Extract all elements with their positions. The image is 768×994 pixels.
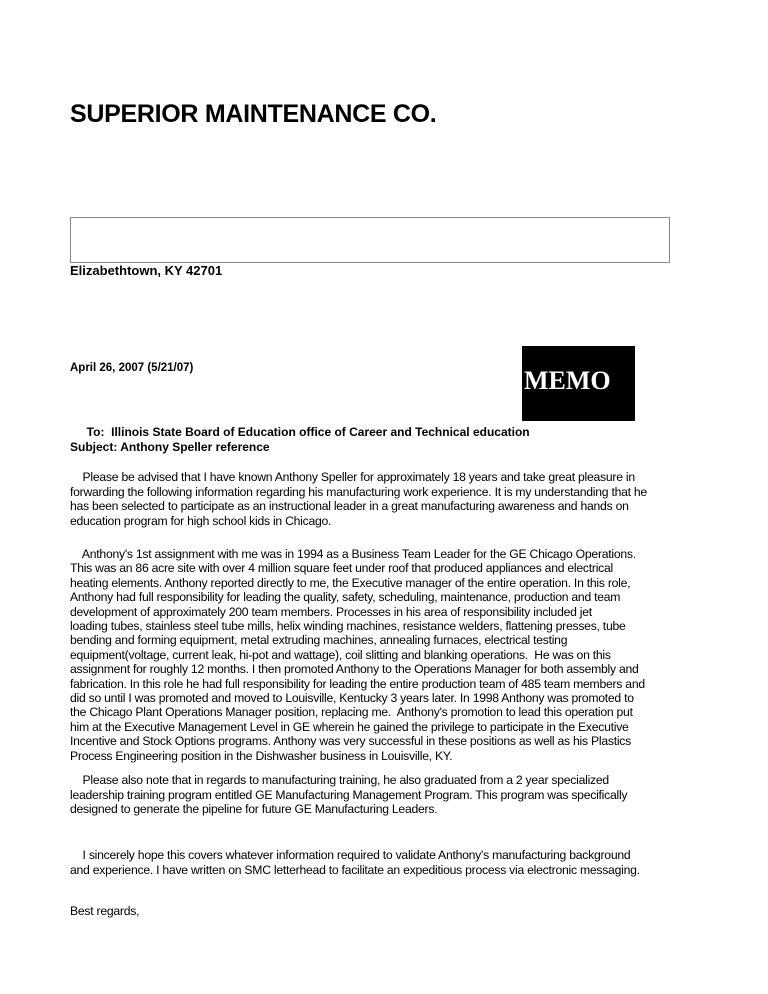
paragraph-line: loading tubes, stainless steel tube mills, helix winding machines, resistance welders, flattening presses, tube [70,619,626,634]
memo-date: April 26, 2007 (5/21/07) [70,362,194,374]
paragraph-line: Best regards, [70,904,140,918]
company-city: Elizabethtown, KY 42701 [70,263,223,278]
paragraph-line: leadership training program entitled GE Manufacturing Management Program. This program was specifically [70,787,628,802]
paragraph-line: Please be advised that I have known Anthony Speller for approximately 18 years and take great pleasure in [70,470,635,484]
paragraph-line: Please also note that in regards to manufacturing training, he also graduated from a 2 year specialized [70,773,609,787]
paragraph-line: Anthony had full responsibility for leading the quality, safety, scheduling, maintenance, production and team [70,590,621,605]
paragraph-line: did so until I was promoted and moved to Louisville, Kentucky 3 years later. In 1998 Anthony was promoted to [70,691,634,706]
paragraph-line: forwarding the following information regarding his manufacturing work experience. It is my understanding that he [70,484,647,499]
paragraph-line: him at the Executive Management Level in GE wherein he gained the privilege to participate in the Executive [70,719,629,734]
paragraph-line: equipment(voltage, current leak, hi-pot and wattage), coil slitting and blanking operations. He was on this [70,647,611,662]
paragraph-line: Anthony's 1st assignment with me was in 1994 as a Business Team Leader for the GE Chicago Operations. [70,547,636,561]
paragraph-closing [70,848,640,877]
paragraph-line: I sincerely hope this covers whatever information required to validate Anthony's manufacturing background [70,848,631,862]
paragraph-line: the Chicago Plant Operations Manager position, replacing me. Anthony's promotion to lead this operation put [70,705,633,720]
paragraph-line: and experience. I have written on SMC letterhead to facilitate an expeditious process via electronic messaging. [70,862,640,877]
paragraph-intro [70,470,647,528]
memo-subject-line: Subject: Anthony Speller reference [70,440,270,454]
paragraph-line: education program for high school kids in Chicago. [70,513,332,528]
memo-label-block: MEMO [522,346,635,421]
memo-to-line: To: Illinois State Board of Education office of Career and Technical education [70,425,530,439]
company-name-heading: SUPERIOR MAINTENANCE CO. [70,100,437,128]
paragraph-line: fabrication. In this role he had full responsibility for leading the entire production team of 485 team members and [70,676,645,691]
paragraph-line: Process Engineering position in the Dishwasher business in Louisville, KY. [70,748,453,763]
paragraph-training [70,773,627,817]
paragraph-line: has been selected to participate as an instructional leader in a great manufacturing awareness and hands on [70,499,629,513]
paragraph-line: designed to generate the pipeline for future GE Manufacturing Leaders. [70,802,438,816]
paragraph-line: bending and forming equipment, metal extruding machines, annealing furnaces, electrical testing [70,633,568,648]
sign-off [70,904,139,919]
paragraph-line: heating elements. Anthony reported directly to me, the Executive manager of the entire operation. In this role, [70,575,631,590]
paragraph-line: Incentive and Stock Options programs. Anthony was very successful in these positions as well as his Plastics [70,734,631,749]
address-box [70,217,670,263]
paragraph-line: development of approximately 200 team members. Processes in his area of responsibility included jet [70,604,592,619]
paragraph-work-history [70,547,645,763]
paragraph-line: This was an 86 acre site with over 4 million square feet under roof that produced appliances and electrical [70,561,613,576]
paragraph-line: assignment for roughly 12 months. I then promoted Anthony to the Operations Manager for both assembly and [70,662,639,677]
